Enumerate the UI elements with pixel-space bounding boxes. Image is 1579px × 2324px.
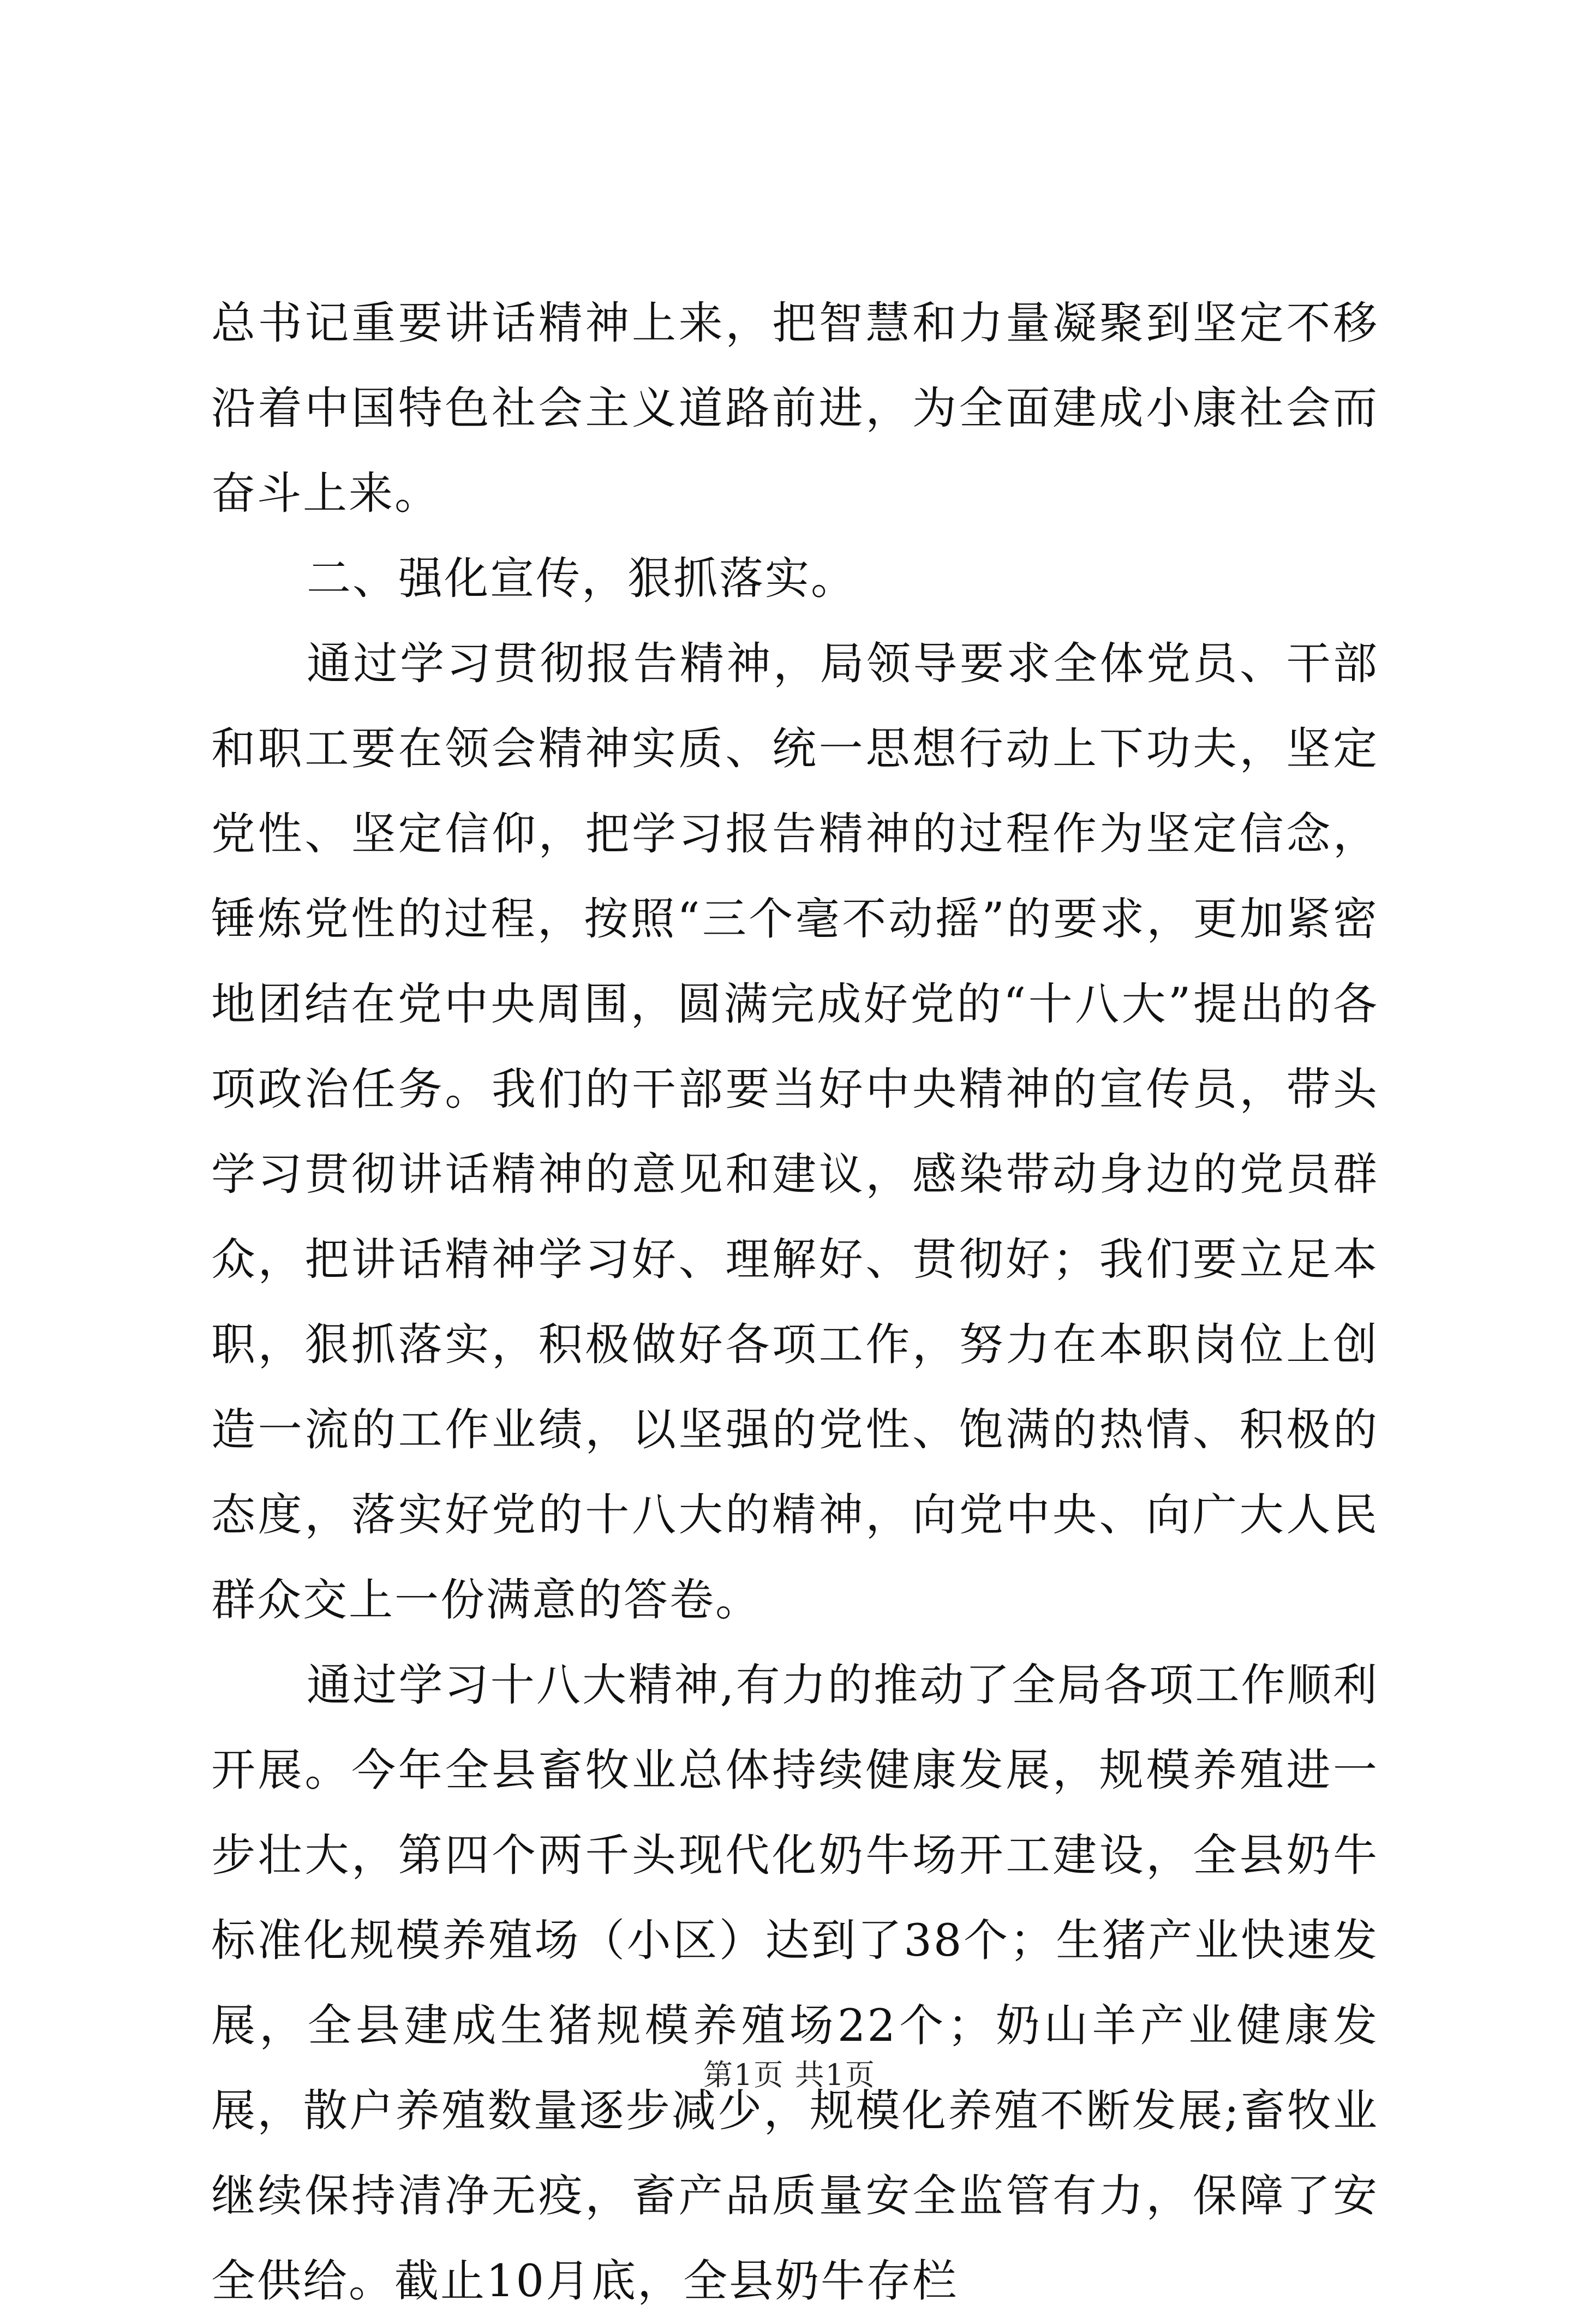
document-body	[211, 281, 1379, 2324]
page-footer: 第1页 共1页	[703, 2058, 876, 2092]
paragraph-publicity: 通过学习贯彻报告精神，局领导要求全体党员、干部和职工要在领会精神实质、统一思想行动上下功夫，坚定党性、坚定信仰，把学习报告精神的过程作为坚定信念，锤炼党性的过程，按照“三个毫不动摇”的要求，更加紧密地团结在党中央周围，圆满完成好党的“十八大”提出的各项政治任务。我们的干部要当好中央精神的宣传员，带头学习贯彻讲话精神的意见和建议，感染带动身边的党员群众，把讲话精神学习好、理解好、贯彻好；我们要立足本职，狠抓落实，积极做好各项工作，努力在本职岗位上创造一流的工作业绩，以坚强的党性、饱满的热情、积极的态度，落实好党的十八大的精神，向党中央、向广大人民群众交上一份满意的答卷。	[211, 638, 1379, 1626]
paragraph-continuation: 总书记重要讲话精神上来，把智慧和力量凝聚到坚定不移沿着中国特色社会主义道路前进，为全面建成小康社会而奋斗上来。	[211, 298, 1379, 519]
paragraph-results: 通过学习十八大精神,有力的推动了全局各项工作顺利开展。今年全县畜牧业总体持续健康发展，规模养殖进一步壮大，第四个两千头现代化奶牛场开工建设，全县奶牛标准化规模养殖场（小区）达到了38个；生猪产业快速发展，全县建成生猪规模养殖场22个；奶山羊产业健康发展，散户养殖数量逐步减少，规模化养殖不断发展;畜牧业继续保持清净无疫，畜产品质量安全监管有力，保障了安全供给。截止10月底，全县奶牛存栏	[211, 1660, 1379, 2307]
section-heading: 二、强化宣传，狠抓落实。	[307, 553, 857, 605]
